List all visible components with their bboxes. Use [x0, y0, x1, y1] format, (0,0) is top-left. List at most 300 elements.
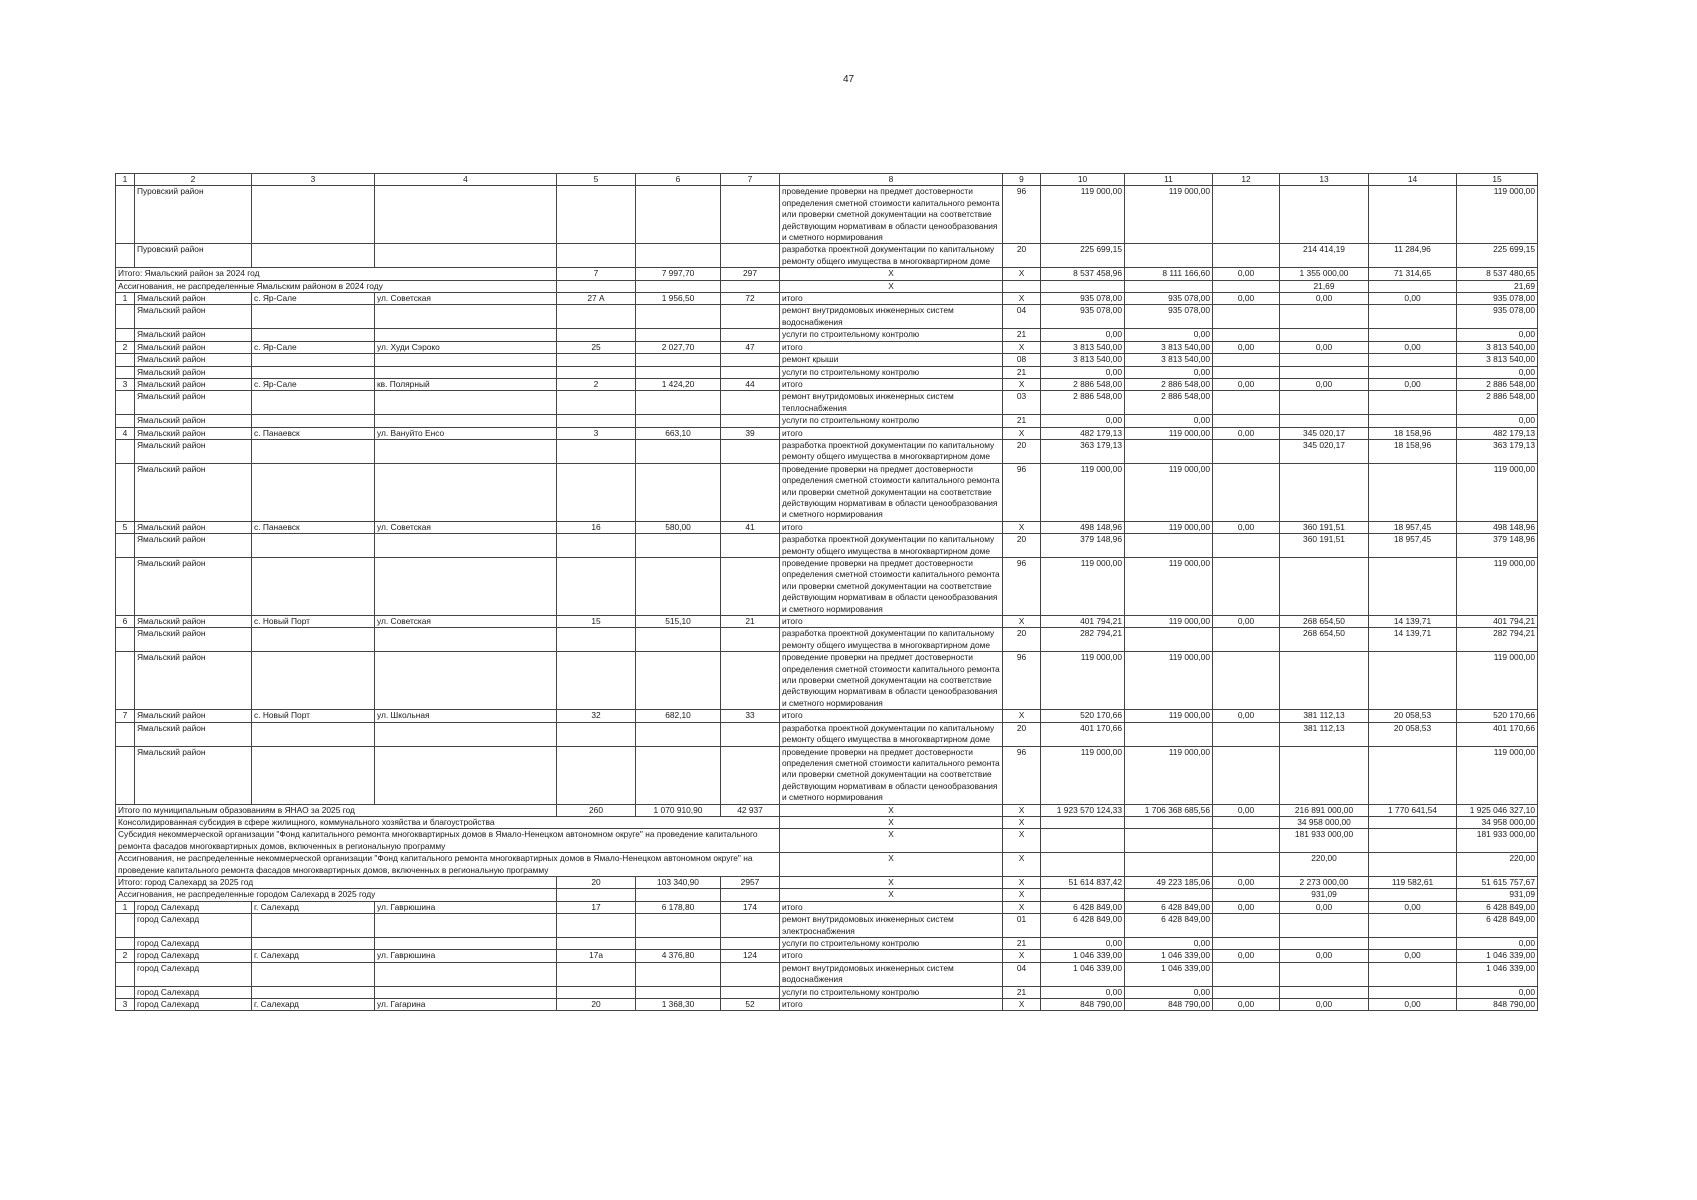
table-cell: 119 000,00	[1041, 746, 1125, 804]
table-cell: г. Салехард	[252, 950, 375, 962]
table-cell: 848 790,00	[1457, 999, 1538, 1011]
table-cell	[116, 391, 135, 415]
table-cell: 174	[721, 901, 780, 913]
table-cell: ул. Советская	[375, 293, 557, 305]
table-cell: 119 000,00	[1457, 652, 1538, 710]
table-cell: 04	[1003, 305, 1041, 329]
table-cell	[557, 186, 636, 244]
table-cell	[557, 628, 636, 652]
table-cell: ул. Гаврюшина	[375, 901, 557, 913]
table-cell	[252, 329, 375, 341]
table-cell	[252, 415, 375, 427]
table-cell	[252, 391, 375, 415]
table-cell	[116, 628, 135, 652]
table-row	[116, 628, 1538, 652]
table-cell: итого	[780, 521, 1003, 533]
table-cell: 0,00	[1280, 341, 1369, 353]
table-cell	[1125, 628, 1213, 652]
table-cell: X	[1003, 853, 1041, 877]
table-cell	[1213, 938, 1280, 950]
table-cell: 51 615 757,67	[1457, 876, 1538, 888]
table-cell: X	[1003, 293, 1041, 305]
table-row	[116, 986, 1538, 998]
table-cell	[1280, 329, 1369, 341]
table-cell	[721, 986, 780, 998]
table-cell: X	[1003, 378, 1041, 390]
table-cell: 39	[721, 427, 780, 439]
summary-row	[116, 804, 1538, 816]
table-cell: 1 956,50	[636, 293, 721, 305]
table-cell	[252, 938, 375, 950]
table-cell: ремонт внутридомовых инженерных систем водоснабжения	[780, 962, 1003, 986]
table-cell: Ямальский район	[135, 415, 252, 427]
table-cell: 119 000,00	[1041, 186, 1125, 244]
table-cell	[1213, 354, 1280, 366]
table-cell: 181 933 000,00	[1457, 829, 1538, 853]
table-cell	[252, 628, 375, 652]
table-cell	[375, 986, 557, 998]
table-cell	[1213, 391, 1280, 415]
table-cell: 6 428 849,00	[1041, 914, 1125, 938]
table-cell: 0,00	[1369, 341, 1457, 353]
table-cell: Ямальский район	[135, 341, 252, 353]
table-cell	[116, 366, 135, 378]
table-row	[116, 534, 1538, 558]
table-cell: 0,00	[1125, 986, 1213, 998]
summary-label: Ассигнования, не распределенные городом Салехард в 2025 году	[116, 889, 557, 901]
table-cell	[636, 463, 721, 521]
table-cell: 20	[1003, 534, 1041, 558]
table-cell	[557, 652, 636, 710]
table-cell: 0,00	[1457, 329, 1538, 341]
table-cell	[375, 439, 557, 463]
table-cell: ул. Вануйто Енсо	[375, 427, 557, 439]
table-cell: 345 020,17	[1280, 439, 1369, 463]
table-cell: 282 794,21	[1457, 628, 1538, 652]
table-cell: 297	[721, 268, 780, 280]
table-cell	[252, 986, 375, 998]
table-cell: ул. Гагарина	[375, 999, 557, 1011]
table-cell	[636, 534, 721, 558]
table-cell: 3 813 540,00	[1457, 341, 1538, 353]
table-cell	[557, 746, 636, 804]
table-cell	[1125, 244, 1213, 268]
table-cell: итого	[780, 999, 1003, 1011]
table-cell: 498 148,96	[1457, 521, 1538, 533]
table-cell	[557, 354, 636, 366]
table-cell: 1	[116, 293, 135, 305]
table-cell: 119 582,61	[1369, 876, 1457, 888]
table-cell	[721, 722, 780, 746]
table-cell: 08	[1003, 354, 1041, 366]
table-row	[116, 616, 1538, 628]
table-cell: 2 027,70	[636, 341, 721, 353]
table-cell: 0,00	[1457, 366, 1538, 378]
table-cell	[116, 652, 135, 710]
column-number: 13	[1280, 174, 1369, 186]
table-cell: с. Яр-Сале	[252, 293, 375, 305]
table-cell: 119 000,00	[1125, 558, 1213, 616]
column-number: 15	[1457, 174, 1538, 186]
table-cell: 1 046 339,00	[1125, 950, 1213, 962]
table-cell: 0,00	[1213, 521, 1280, 533]
table-cell: 119 000,00	[1457, 463, 1538, 521]
table-cell	[721, 962, 780, 986]
table-cell: 482 179,13	[1457, 427, 1538, 439]
table-cell: X	[1003, 876, 1041, 888]
table-cell: 0,00	[1213, 268, 1280, 280]
column-number-row	[116, 174, 1538, 186]
table-cell	[116, 439, 135, 463]
table-cell: 935 078,00	[1041, 293, 1125, 305]
table-cell	[557, 391, 636, 415]
table-cell	[1280, 463, 1369, 521]
table-cell: 935 078,00	[1125, 305, 1213, 329]
table-cell	[721, 558, 780, 616]
table-cell	[375, 391, 557, 415]
table-cell: услуги по строительному контролю	[780, 415, 1003, 427]
table-cell: 0,00	[1041, 986, 1125, 998]
table-cell: 498 148,96	[1041, 521, 1125, 533]
table-cell: 931,09	[1457, 889, 1538, 901]
table-cell	[1125, 280, 1213, 292]
table-cell: 2	[116, 341, 135, 353]
table-row	[116, 329, 1538, 341]
table-cell: 15	[557, 616, 636, 628]
table-cell	[636, 889, 721, 901]
table-cell: услуги по строительному контролю	[780, 986, 1003, 998]
table-cell: 0,00	[1457, 986, 1538, 998]
table-cell: город Салехард	[135, 950, 252, 962]
table-cell	[1213, 889, 1280, 901]
table-row	[116, 439, 1538, 463]
table-cell: 2 886 548,00	[1041, 378, 1125, 390]
table-cell: 103 340,90	[636, 876, 721, 888]
table-cell: 119 000,00	[1457, 746, 1538, 804]
table-cell: 2 886 548,00	[1457, 391, 1538, 415]
table-cell	[252, 746, 375, 804]
table-cell: 1 355 000,00	[1280, 268, 1369, 280]
table-cell: город Салехард	[135, 999, 252, 1011]
summary-label: Итого: Ямальский район за 2024 год	[116, 268, 557, 280]
table-cell: 0,00	[1280, 999, 1369, 1011]
table-cell: 21,69	[1457, 280, 1538, 292]
table-cell: 2	[116, 950, 135, 962]
table-cell: разработка проектной документации по капитальному ремонту общего имущества в многоквартирном доме	[780, 534, 1003, 558]
column-number: 14	[1369, 174, 1457, 186]
table-cell: 220,00	[1280, 853, 1369, 877]
table-cell	[636, 938, 721, 950]
table-cell: 7	[557, 268, 636, 280]
table-cell	[721, 366, 780, 378]
table-cell	[116, 986, 135, 998]
table-cell: 20 058,53	[1369, 722, 1457, 746]
table-cell: 8 111 166,60	[1125, 268, 1213, 280]
table-cell	[1280, 652, 1369, 710]
table-cell: 18 957,45	[1369, 521, 1457, 533]
table-cell: 27 А	[557, 293, 636, 305]
table-cell: ремонт внутридомовых инженерных систем теплоснабжения	[780, 391, 1003, 415]
table-cell	[375, 366, 557, 378]
table-cell	[375, 354, 557, 366]
table-row	[116, 415, 1538, 427]
table-cell: Ямальский район	[135, 391, 252, 415]
table-cell: 0,00	[1280, 901, 1369, 913]
table-cell	[1041, 280, 1125, 292]
table-cell: итого	[780, 378, 1003, 390]
table-cell	[636, 722, 721, 746]
table-cell: 21	[1003, 986, 1041, 998]
table-cell: 363 179,13	[1457, 439, 1538, 463]
table-cell: 0,00	[1041, 366, 1125, 378]
column-number: 12	[1213, 174, 1280, 186]
table-cell: 72	[721, 293, 780, 305]
table-cell: 96	[1003, 652, 1041, 710]
table-cell	[1280, 938, 1369, 950]
table-cell: X	[780, 804, 1003, 816]
table-cell	[721, 628, 780, 652]
summary-row	[116, 280, 1538, 292]
table-cell: Ямальский район	[135, 463, 252, 521]
table-cell	[1369, 463, 1457, 521]
table-cell: 14 139,71	[1369, 616, 1457, 628]
table-cell: 0,00	[1041, 415, 1125, 427]
table-cell: Ямальский район	[135, 652, 252, 710]
table-cell: 0,00	[1457, 938, 1538, 950]
column-number: 4	[375, 174, 557, 186]
table-cell	[636, 244, 721, 268]
table-cell: проведение проверки на предмет достоверности определения сметной стоимости капитального ремонта или проверки сметной документации на соответствие действующим нормативам в области ценообразования и сметного нормирования	[780, 186, 1003, 244]
table-cell: 16	[557, 521, 636, 533]
table-cell: 96	[1003, 558, 1041, 616]
table-cell	[1213, 746, 1280, 804]
table-cell: 20	[1003, 439, 1041, 463]
table-cell: 119 000,00	[1125, 463, 1213, 521]
table-cell	[721, 463, 780, 521]
table-cell	[1280, 746, 1369, 804]
table-cell	[636, 280, 721, 292]
subsidy-row	[116, 853, 1538, 877]
table-cell: 225 699,15	[1457, 244, 1538, 268]
table-cell: 0,00	[1213, 341, 1280, 353]
table-cell: проведение проверки на предмет достоверности определения сметной стоимости капитального ремонта или проверки сметной документации на соответствие действующим нормативам в области ценообразования и сметного нормирования	[780, 746, 1003, 804]
table-cell: Ямальский район	[135, 746, 252, 804]
table-cell	[1280, 305, 1369, 329]
table-cell: 0,00	[1213, 876, 1280, 888]
table-cell: с. Панаевск	[252, 427, 375, 439]
table-cell: 119 000,00	[1041, 558, 1125, 616]
table-cell: Ямальский район	[135, 558, 252, 616]
table-cell	[1369, 652, 1457, 710]
table-cell: Ямальский район	[135, 305, 252, 329]
table-cell: 363 179,13	[1041, 439, 1125, 463]
table-cell: 6 428 849,00	[1125, 914, 1213, 938]
table-cell	[1213, 305, 1280, 329]
subsidy-label: Ассигнования, не распределенные некоммерческой организации "Фонд капитального ремонта многоквартирных домов в Ямало-Ненецком автономном округе" на проведение капитального ремонта фасадов многоквартирных домов, включенных в региональную программу	[116, 853, 780, 877]
table-cell	[1369, 305, 1457, 329]
table-cell: X	[780, 816, 1003, 828]
table-cell	[557, 962, 636, 986]
table-cell: X	[1003, 710, 1041, 722]
table-cell: X	[1003, 901, 1041, 913]
table-cell: разработка проектной документации по капитальному ремонту общего имущества в многоквартирном доме	[780, 244, 1003, 268]
table-cell: 0,00	[1213, 293, 1280, 305]
table-cell: 20 058,53	[1369, 710, 1457, 722]
table-cell: 21	[721, 616, 780, 628]
table-cell	[557, 463, 636, 521]
table-cell: 21	[1003, 329, 1041, 341]
table-cell: 848 790,00	[1125, 999, 1213, 1011]
table-cell: 0,00	[1213, 804, 1280, 816]
summary-row	[116, 876, 1538, 888]
table-cell	[636, 628, 721, 652]
table-cell: ул. Советская	[375, 616, 557, 628]
table-cell: 1 046 339,00	[1041, 962, 1125, 986]
summary-label: Ассигнования, не распределенные Ямальским районом в 2024 году	[116, 280, 557, 292]
table-cell: 4	[116, 427, 135, 439]
table-cell: 401 170,66	[1457, 722, 1538, 746]
table-cell: 25	[557, 341, 636, 353]
table-cell	[252, 439, 375, 463]
table-cell	[557, 889, 636, 901]
table-cell: 96	[1003, 463, 1041, 521]
table-cell: 268 654,50	[1280, 616, 1369, 628]
table-cell	[116, 914, 135, 938]
table-cell	[1041, 889, 1125, 901]
table-cell: 2957	[721, 876, 780, 888]
table-cell: 41	[721, 521, 780, 533]
table-row	[116, 391, 1538, 415]
table-cell: X	[1003, 804, 1041, 816]
table-cell: 2 886 548,00	[1457, 378, 1538, 390]
table-cell: 216 891 000,00	[1280, 804, 1369, 816]
table-cell: 345 020,17	[1280, 427, 1369, 439]
table-row	[116, 722, 1538, 746]
table-cell: ул. Школьная	[375, 710, 557, 722]
table-cell: 6 178,80	[636, 901, 721, 913]
column-number: 2	[135, 174, 252, 186]
table-cell: 21	[1003, 938, 1041, 950]
table-cell	[1213, 280, 1280, 292]
table-cell	[252, 652, 375, 710]
table-row	[116, 746, 1538, 804]
table-cell: ремонт внутридомовых инженерных систем водоснабжения	[780, 305, 1003, 329]
table-cell	[636, 746, 721, 804]
table-cell: ремонт крыши	[780, 354, 1003, 366]
table-cell: 6	[116, 616, 135, 628]
table-row	[116, 558, 1538, 616]
table-cell: разработка проектной документации по капитальному ремонту общего имущества в многоквартирном доме	[780, 439, 1003, 463]
table-cell	[1213, 816, 1280, 828]
table-cell: 0,00	[1125, 415, 1213, 427]
table-cell	[721, 186, 780, 244]
table-cell: 6 428 849,00	[1457, 914, 1538, 938]
table-cell: 3	[557, 427, 636, 439]
table-cell	[1041, 816, 1125, 828]
table-cell	[636, 329, 721, 341]
column-number: 8	[780, 174, 1003, 186]
table-cell: 119 000,00	[1125, 710, 1213, 722]
table-cell	[636, 558, 721, 616]
table-cell: 935 078,00	[1041, 305, 1125, 329]
table-cell: 34 958 000,00	[1280, 816, 1369, 828]
table-cell: г. Салехард	[252, 901, 375, 913]
table-cell	[721, 938, 780, 950]
table-cell: проведение проверки на предмет достоверности определения сметной стоимости капитального ремонта или проверки сметной документации на соответствие действующим нормативам в области ценообразования и сметного нормирования	[780, 652, 1003, 710]
table-cell: 3	[116, 999, 135, 1011]
table-cell	[375, 962, 557, 986]
table-cell: 6 428 849,00	[1125, 901, 1213, 913]
table-cell	[557, 534, 636, 558]
table-row	[116, 305, 1538, 329]
table-cell	[636, 439, 721, 463]
table-cell: 119 000,00	[1457, 558, 1538, 616]
table-cell: 935 078,00	[1457, 305, 1538, 329]
table-cell: 3	[116, 378, 135, 390]
table-cell: город Салехард	[135, 938, 252, 950]
table-row	[116, 186, 1538, 244]
table-cell: Пуровский район	[135, 244, 252, 268]
table-cell: 220,00	[1457, 853, 1538, 877]
table-cell	[375, 914, 557, 938]
table-cell: 3 813 540,00	[1457, 354, 1538, 366]
table-cell	[721, 305, 780, 329]
table-cell: 7 997,70	[636, 268, 721, 280]
table-cell: 17	[557, 901, 636, 913]
table-cell: 04	[1003, 962, 1041, 986]
table-cell: Ямальский район	[135, 293, 252, 305]
table-cell: 51 614 837,42	[1041, 876, 1125, 888]
table-cell	[1280, 558, 1369, 616]
table-cell	[557, 558, 636, 616]
table-cell: 1 046 339,00	[1457, 962, 1538, 986]
column-number: 1	[116, 174, 135, 186]
table-cell: Ямальский район	[135, 534, 252, 558]
table-cell: 379 148,96	[1457, 534, 1538, 558]
subsidy-label: Субсидия некоммерческой организации "Фонд капитального ремонта многоквартирных домов в Ямало-Ненецком автономном округе" на проведение капитального ремонта фасадов многоквартирных домов, включенных в региональную программу	[116, 829, 780, 853]
table-cell: 119 000,00	[1125, 652, 1213, 710]
table-cell	[636, 186, 721, 244]
table-cell: 663,10	[636, 427, 721, 439]
table-cell: 0,00	[1213, 616, 1280, 628]
table-cell	[1213, 652, 1280, 710]
table-cell: 225 699,15	[1041, 244, 1125, 268]
table-cell: 119 000,00	[1125, 746, 1213, 804]
table-cell	[1369, 829, 1457, 853]
table-cell: X	[780, 280, 1003, 292]
table-cell	[375, 746, 557, 804]
table-row	[116, 999, 1538, 1011]
subsidy-row	[116, 816, 1538, 828]
table-cell	[1213, 986, 1280, 998]
table-cell: 1 706 368 685,56	[1125, 804, 1213, 816]
table-cell: 848 790,00	[1041, 999, 1125, 1011]
table-cell: 47	[721, 341, 780, 353]
table-cell	[375, 628, 557, 652]
table-cell: 935 078,00	[1457, 293, 1538, 305]
table-cell: 0,00	[1280, 950, 1369, 962]
table-cell	[636, 391, 721, 415]
table-cell: 33	[721, 710, 780, 722]
table-cell: X	[1003, 427, 1041, 439]
table-cell: 515,10	[636, 616, 721, 628]
table-cell	[636, 986, 721, 998]
table-cell	[116, 962, 135, 986]
table-cell: 20	[557, 999, 636, 1011]
table-cell	[557, 914, 636, 938]
table-row	[116, 354, 1538, 366]
table-cell	[116, 354, 135, 366]
